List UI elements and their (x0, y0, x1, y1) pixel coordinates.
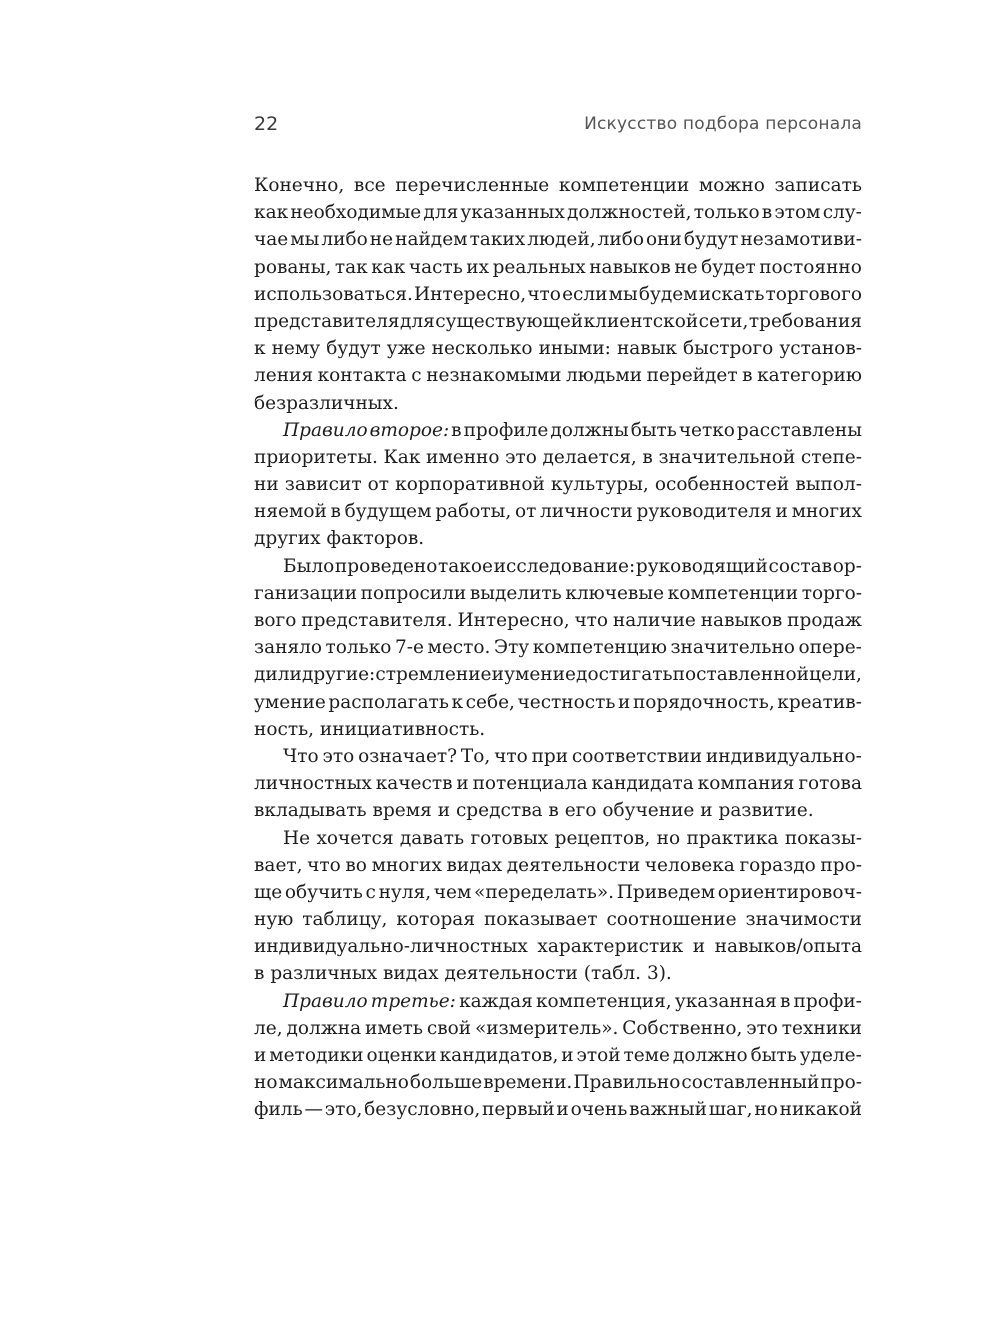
page-number: 22 (254, 113, 279, 135)
text-line: Правило третье: каждая компетенция, указанная в профи- (283, 990, 862, 1012)
text-line: ганизации попросили выделить ключевые компетенции торго- (254, 582, 862, 604)
text-line: няемой в будущем работы, от личности руководителя и многих (254, 501, 862, 523)
text-line: Не хочется давать готовых рецептов, но практика показы- (283, 827, 862, 849)
text-line: ность, инициативность. (254, 718, 486, 740)
running-title: Искусство подбора персонала (584, 114, 862, 134)
text-line: использоваться. Интересно, что если мы будем искать торгового (254, 283, 862, 305)
text-line: к нему будут уже несколько иными: навык быстрого установ- (254, 338, 862, 360)
text-line: личностных качеств и потенциала кандидата компания готова (254, 773, 862, 795)
text-line: ще обучить с нуля, чем «переделать». Приведем ориентировоч- (254, 881, 862, 903)
text-line: представителя для существующей клиентской сети, требования (254, 310, 862, 332)
text-line: Правило второе: в профиле должны быть четко расставлены (283, 419, 862, 441)
text-line: безразличных. (254, 392, 399, 414)
text-line: приоритеты. Как именно это делается, в значительной степе- (254, 446, 862, 468)
text-line: вого представителя. Интересно, что наличие навыков продаж (254, 610, 862, 631)
text-line: в различных видах деятельности (табл. 3). (254, 963, 672, 985)
text-line: вкладывать время и средства в его обучение и развитие. (254, 800, 814, 822)
text-line: Конечно, все перечисленные компетенции можно записать (254, 175, 862, 196)
text-line: ную таблицу, которая показывает соотношение значимости (254, 909, 862, 931)
text-line: других факторов. (254, 528, 425, 550)
page-header (254, 113, 862, 143)
text-line: и методики оценки кандидатов, и этой теме должно быть уделе- (254, 1045, 862, 1066)
text-line: чае мы либо не найдем таких людей, либо они будут незамотиви- (254, 229, 862, 251)
text-line: рованы, так как часть их реальных навыков не будет постоянно (254, 256, 862, 278)
text-line: ления контакта с незнакомыми людьми перейдет в категорию (254, 365, 862, 387)
text-line: ни зависит от корпоративной культуры, особенностей выпол- (254, 474, 862, 496)
text-line: как необходимые для указанных должностей, только в этом слу- (254, 202, 862, 224)
text-line: Было проведено такое исследование: руководящий состав ор- (283, 555, 862, 577)
text-line: филь — это, безусловно, первый и очень важный шаг, но никакой (254, 1099, 862, 1121)
text-line: заняло только 7-е место. Эту компетенцию значительно опере- (254, 637, 862, 659)
text-line: ле, должна иметь свой «измеритель». Собственно, это техники (254, 1017, 862, 1039)
body-text (254, 172, 862, 1124)
text-line: вает, что во многих видах деятельности человека гораздо про- (254, 854, 862, 876)
text-line: умение располагать к себе, честность и порядочность, креатив- (254, 691, 862, 713)
text-line: индивидуально-личностных характеристик и навыков/опыта (254, 936, 862, 958)
text-line: дили другие: стремление и умение достигать поставленной цели, (254, 664, 862, 686)
text-line: но максимально больше времени. Правильно составленный про- (254, 1072, 862, 1094)
text-line: Что это означает? То, что при соответствии индивидуально- (283, 745, 862, 767)
